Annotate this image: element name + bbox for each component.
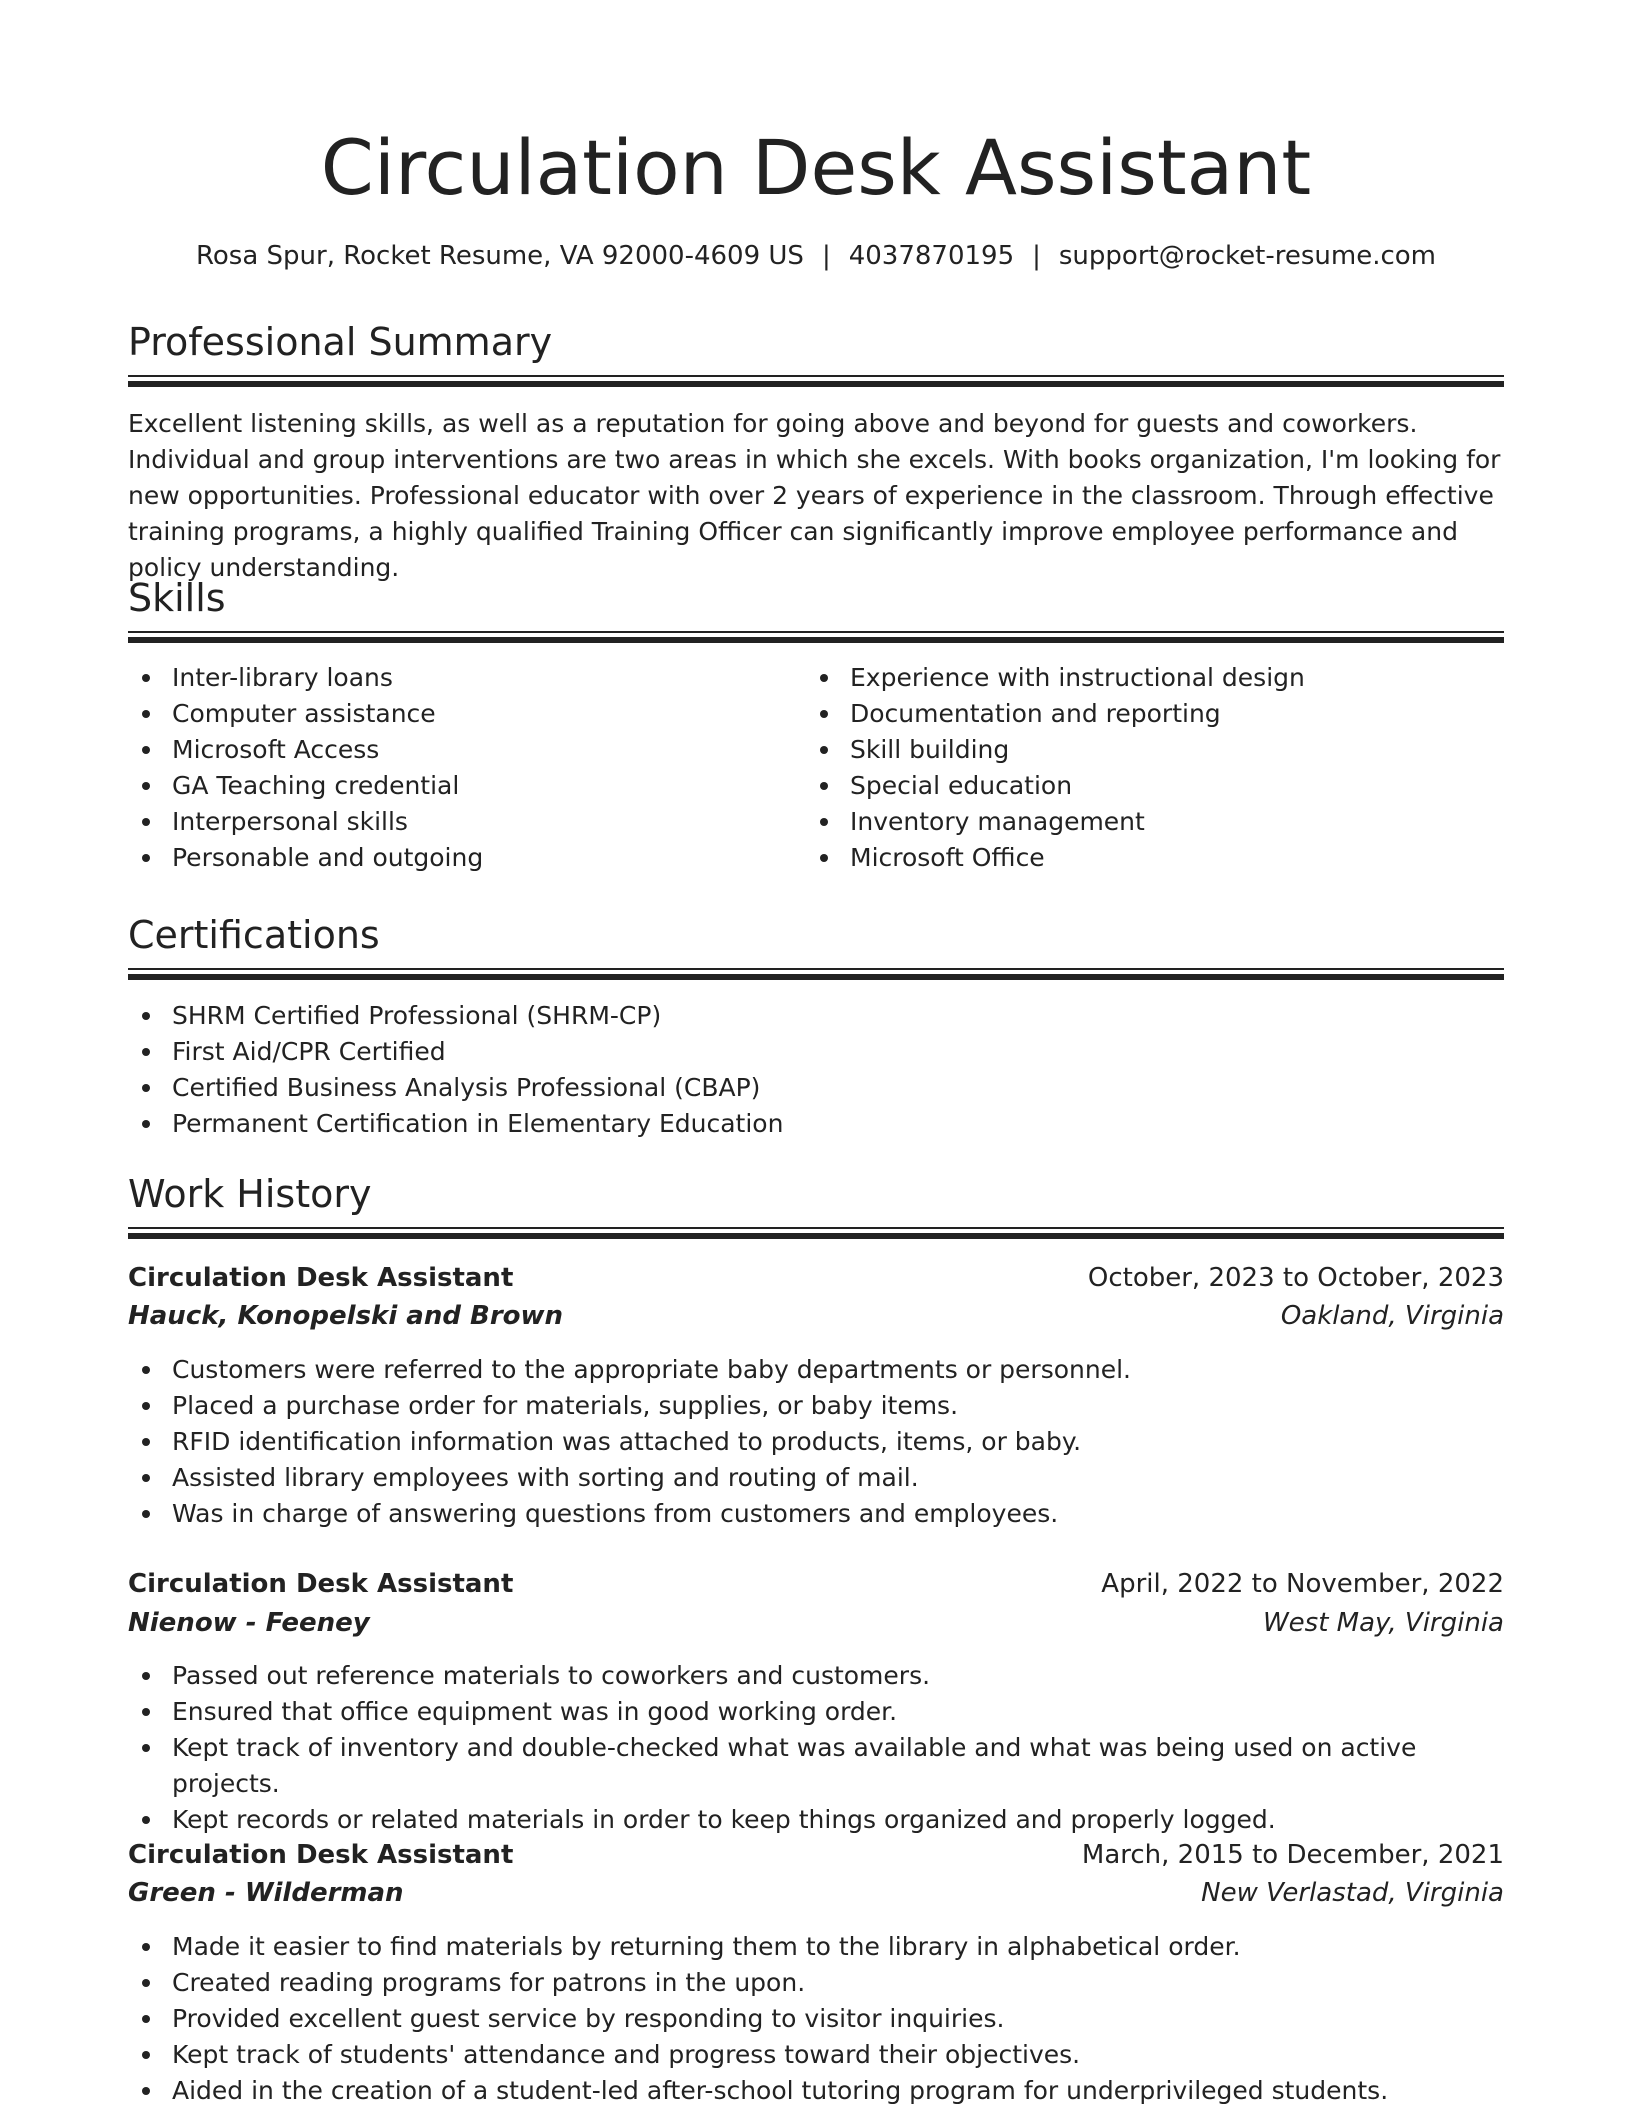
skills-section [128,574,1504,622]
resume-title: Circulation Desk Assistant [320,123,1312,212]
work-section [128,1170,1504,1218]
skills-list-left [128,660,808,876]
section-rule [128,375,1504,377]
contact-line [128,236,1504,276]
job-location: Oakland, Virginia [1280,1301,1504,1331]
job-bullet: Assisted library employees with sorting and routing of mail. [128,1460,1504,1496]
section-rule [128,637,1504,643]
job-company: Hauck, Konopelski and Brown [128,1301,564,1331]
contact-phone: 4037870195 [848,241,1015,271]
skills-list-right [806,660,1486,876]
job-bullet: Provided excellent guest service by responding to visitor inquiries. [128,2001,1504,2037]
job-bullet: Was in charge of answering questions from customers and employees. [128,1496,1504,1532]
summary-section [128,318,1504,366]
summary-text: Excellent listening skills, as well as a reputation for going above and beyond for guests and coworkers. Individual and group interventions are two areas in which she excels. With books organization, I'm looking for new opportunities. Professional educator with over 2 years of experience in the classroom. Through effective training programs, a highly qualified Training Officer can significantly improve employee performance and policy understanding. [128,409,1501,582]
skills-heading: Skills [128,576,226,620]
job-dates: March, 2015 to December, 2021 [1081,1840,1504,1870]
contact-address: Rosa Spur, Rocket Resume, VA 92000-4609 US [195,241,804,271]
skill-item: Special education [806,768,1486,804]
job-bullet: Kept track of students' attendance and progress toward their objectives. [128,2037,1504,2073]
job-bullet: Made it easier to find materials by returning them to the library in alphabetical order. [128,1929,1504,1965]
skill-item: Computer assistance [128,696,808,732]
skill-item: Inventory management [806,804,1486,840]
work-heading: Work History [128,1172,372,1216]
resume-page [128,0,1504,2112]
certification-item: First Aid/CPR Certified [128,1034,1504,1070]
section-rule [128,631,1504,633]
contact-separator: | [821,241,831,271]
skill-item: GA Teaching credential [128,768,808,804]
job-bullets [128,1929,1504,2109]
job-bullet: Placed a purchase order for materials, supplies, or baby items. [128,1388,1504,1424]
section-rule [128,381,1504,387]
skill-item: Interpersonal skills [128,804,808,840]
job-title: Circulation Desk Assistant [128,1263,514,1293]
job-dates: October, 2023 to October, 2023 [1087,1263,1504,1293]
section-rule [128,974,1504,980]
job-location: New Verlastad, Virginia [1201,1878,1504,1908]
certification-item: SHRM Certified Professional (SHRM-CP) [128,998,1504,1034]
skill-item: Personable and outgoing [128,840,808,876]
section-rule [128,1233,1504,1239]
certification-item: Permanent Certification in Elementary Education [128,1106,1504,1142]
job-company: Nienow - Feeney [128,1608,370,1638]
skill-item: Inter-library loans [128,660,808,696]
job-bullet: Kept records or related materials in order to keep things organized and properly logged. [128,1802,1504,1838]
job-bullet: Created reading programs for patrons in the upon. [128,1965,1504,2001]
job-title: Circulation Desk Assistant [128,1569,514,1599]
job-company: Green - Wilderman [128,1878,404,1908]
certification-item: Certified Business Analysis Professional (CBAP) [128,1070,1504,1106]
job-bullet: RFID identification information was attached to products, items, or baby. [128,1424,1504,1460]
job-title: Circulation Desk Assistant [128,1840,514,1870]
skill-item: Documentation and reporting [806,696,1486,732]
certifications-section [128,911,1504,959]
skill-item: Microsoft Access [128,732,808,768]
summary-heading: Professional Summary [128,320,553,364]
section-rule [128,1227,1504,1229]
job-bullet: Passed out reference materials to coworkers and customers. [128,1658,1504,1694]
job-bullets [128,1352,1504,1532]
skill-item: Microsoft Office [806,840,1486,876]
job-bullet: Ensured that office equipment was in good working order. [128,1694,1504,1730]
certifications-heading: Certifications [128,913,380,957]
skill-item: Experience with instructional design [806,660,1486,696]
contact-email[interactable]: support@rocket-resume.com [1058,241,1436,271]
section-rule [128,968,1504,970]
contact-separator: | [1032,241,1041,271]
job-location: West May, Virginia [1262,1608,1504,1638]
job-dates: April, 2022 to November, 2022 [1101,1569,1504,1599]
job-bullet: Customers were referred to the appropriate baby departments or personnel. [128,1352,1504,1388]
job-bullet: Aided in the creation of a student-led after-school tutoring program for underprivileged students. [128,2073,1504,2109]
skill-item: Skill building [806,732,1486,768]
job-bullets [128,1658,1504,1838]
job-bullet: Kept track of inventory and double-checked what was available and what was being used on active projects. [128,1730,1504,1802]
certifications-list [128,998,1504,1142]
